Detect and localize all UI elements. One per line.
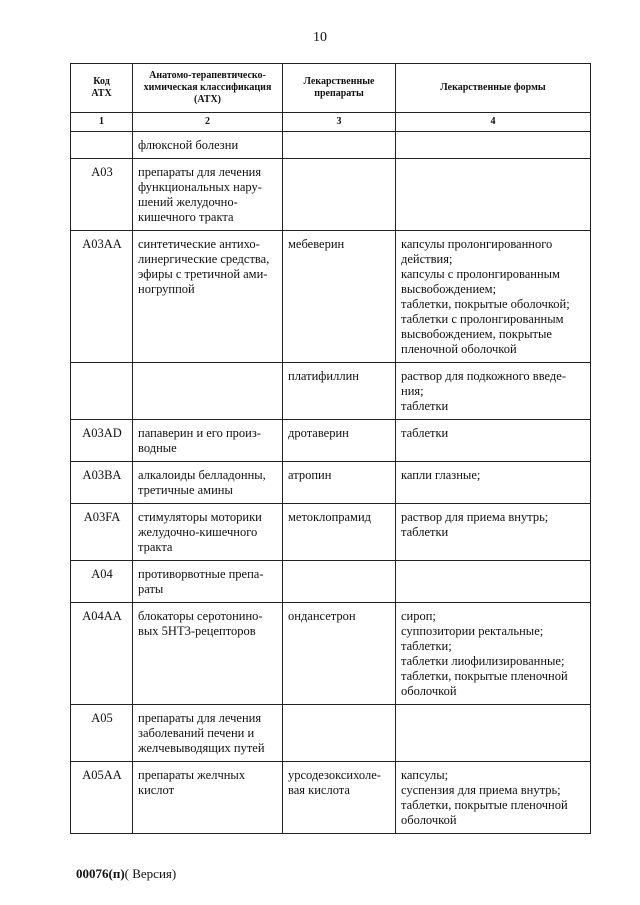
drug-cell: урсодезоксихоле- вая кислота (283, 762, 396, 834)
classification-cell: препараты для лечения функциональных нару- шений желудочно- кишечного тракта (133, 159, 283, 231)
atx-code: A03AD (71, 420, 133, 462)
atx-code: A03FA (71, 504, 133, 561)
atx-table (70, 63, 591, 834)
forms-cell (396, 159, 591, 231)
header-drugs: Лекарственные препараты (283, 64, 396, 113)
atx-code: A05 (71, 705, 133, 762)
classification-cell: синтетические антихо- линергические средства, эфиры с третичной ами- ногруппой (133, 231, 283, 363)
drug-cell (283, 561, 396, 603)
drug-cell: платифиллин (283, 363, 396, 420)
classification-cell: препараты желчных кислот (133, 762, 283, 834)
table-row (71, 132, 591, 159)
forms-cell (396, 561, 591, 603)
forms-cell: раствор для подкожного введе- ния; таблетки (396, 363, 591, 420)
drug-cell: метоклопрамид (283, 504, 396, 561)
document-code: 00076(п) (76, 866, 125, 881)
drug-cell: мебеверин (283, 231, 396, 363)
column-number: 1 (71, 113, 133, 132)
table-row (71, 603, 591, 705)
drug-cell: ондансетрон (283, 603, 396, 705)
column-number: 3 (283, 113, 396, 132)
forms-cell (396, 705, 591, 762)
classification-cell: препараты для лечения заболеваний печени и желчевыводящих путей (133, 705, 283, 762)
drug-cell (283, 159, 396, 231)
drug-cell (283, 132, 396, 159)
atx-code (71, 132, 133, 159)
forms-cell (396, 132, 591, 159)
classification-cell: противорвотные препа- раты (133, 561, 283, 603)
classification-cell: стимуляторы моторики желудочно-кишечного тракта (133, 504, 283, 561)
table-row (71, 462, 591, 504)
atx-code: A03 (71, 159, 133, 231)
header-row (71, 64, 591, 113)
document-version: ( Версия) (124, 866, 177, 881)
table-row (71, 561, 591, 603)
forms-cell: капсулы; суспензия для приема внутрь; таблетки, покрытые пленочной оболочкой (396, 762, 591, 834)
table-row (71, 420, 591, 462)
atx-code: A04AA (71, 603, 133, 705)
forms-cell: капли глазные; (396, 462, 591, 504)
forms-cell: сироп; суппозитории ректальные; таблетки; таблетки лиофилизированные; таблетки, покрытые пленочной оболочкой (396, 603, 591, 705)
header-forms: Лекарственные формы (396, 64, 591, 113)
table-row (71, 705, 591, 762)
atx-code: A03AA (71, 231, 133, 363)
column-number: 2 (133, 113, 283, 132)
forms-cell: капсулы пролонгированного действия; капсулы с пролонгированным высвобождением; таблетки, покрытые оболочкой; таблетки с пролонгированным высвобождением, покрытые пленочной оболочкой (396, 231, 591, 363)
table-row (71, 504, 591, 561)
atx-code: A03BA (71, 462, 133, 504)
table-row (71, 762, 591, 834)
document-footer (76, 866, 176, 882)
header-code: Код ATX (71, 64, 133, 113)
column-number: 4 (396, 113, 591, 132)
table-row (71, 363, 591, 420)
header-classification: Анатомо-терапевтическо- химическая классификация (ATX) (133, 64, 283, 113)
table-row (71, 159, 591, 231)
classification-cell: алкалоиды белладонны, третичные амины (133, 462, 283, 504)
page-number: 10 (313, 30, 327, 45)
forms-cell: таблетки (396, 420, 591, 462)
table-row (71, 231, 591, 363)
classification-cell: блокаторы серотонино- вых 5HT3-рецепторов (133, 603, 283, 705)
drug-cell: атропин (283, 462, 396, 504)
atx-code: A04 (71, 561, 133, 603)
atx-code: A05AA (71, 762, 133, 834)
drug-cell (283, 705, 396, 762)
drug-cell: дротаверин (283, 420, 396, 462)
atx-code (71, 363, 133, 420)
classification-cell: флюксной болезни (133, 132, 283, 159)
classification-cell (133, 363, 283, 420)
column-number-row (71, 113, 591, 132)
classification-cell: папаверин и его произ- водные (133, 420, 283, 462)
forms-cell: раствор для приема внутрь; таблетки (396, 504, 591, 561)
